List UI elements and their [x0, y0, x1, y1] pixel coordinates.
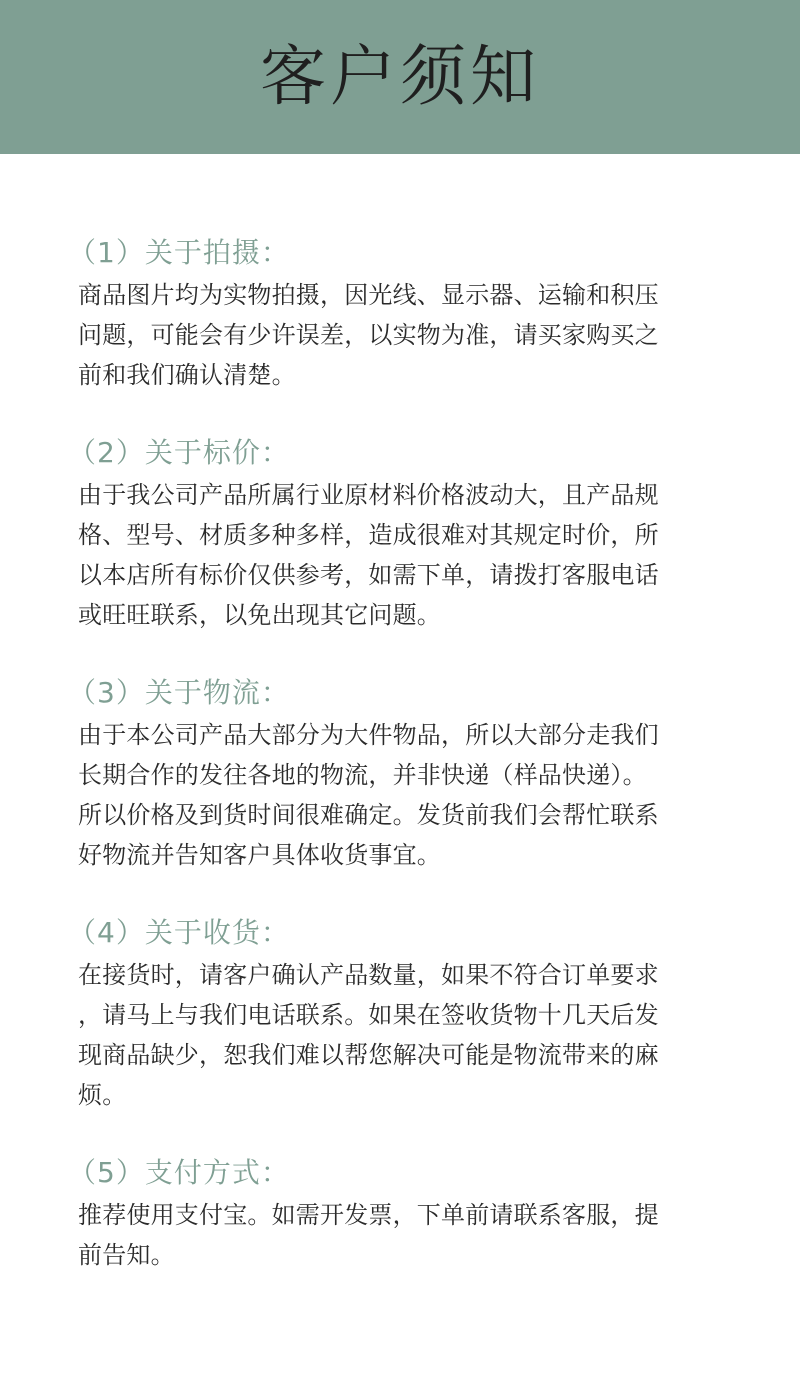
section-body [78, 715, 738, 875]
section-line: 或旺旺联系，以免出现其它问题。 [78, 601, 441, 629]
section-line: 商品图片均为实物拍摄，因光线、显示器、运输和积压 [78, 281, 659, 309]
section-body [78, 475, 738, 635]
section-line: ，请马上与我们电话联系。如果在签收货物十几天后发 [78, 1001, 659, 1029]
section-body [78, 275, 738, 395]
section-heading: （4）关于收货： [68, 916, 290, 949]
section-line: 烦。 [78, 1081, 127, 1109]
section-line: 由于本公司产品大部分为大件物品，所以大部分走我们 [78, 721, 659, 749]
section-line: 长期合作的发往各地的物流，并非快递（样品快递）。 [78, 761, 647, 789]
section-pricing [68, 433, 738, 635]
section-heading: （3）关于物流： [68, 676, 290, 709]
section-heading: （2）关于标价： [68, 436, 290, 469]
section-heading: （5）支付方式： [68, 1156, 290, 1189]
section-line: 好物流并告知客户具体收货事宜。 [78, 841, 441, 869]
section-body [78, 1195, 738, 1275]
section-line: 所以价格及到货时间很难确定。发货前我们会帮忙联系 [78, 801, 659, 829]
section-line: 前和我们确认清楚。 [78, 361, 296, 389]
section-line: 现商品缺少，恕我们难以帮您解决可能是物流带来的麻 [78, 1041, 659, 1069]
section-photography [68, 233, 738, 395]
section-receipt [68, 913, 738, 1115]
notice-content [0, 154, 800, 1374]
page-header [0, 0, 800, 154]
page-title: 客户须知 [260, 38, 540, 115]
section-payment [68, 1153, 738, 1275]
section-line: 推荐使用支付宝。如需开发票，下单前请联系客服，提 [78, 1201, 659, 1229]
section-line: 格、型号、材质多种多样，造成很难对其规定时价，所 [78, 521, 659, 549]
section-body [78, 955, 738, 1115]
section-line: 在接货时，请客户确认产品数量，如果不符合订单要求 [78, 961, 659, 989]
section-logistics [68, 673, 738, 875]
section-line: 前告知。 [78, 1241, 175, 1269]
section-line: 以本店所有标价仅供参考，如需下单，请拨打客服电话 [78, 561, 659, 589]
section-line: 由于我公司产品所属行业原材料价格波动大，且产品规 [78, 481, 659, 509]
section-heading: （1）关于拍摄： [68, 236, 290, 269]
section-line: 问题，可能会有少许误差，以实物为准，请买家购买之 [78, 321, 659, 349]
